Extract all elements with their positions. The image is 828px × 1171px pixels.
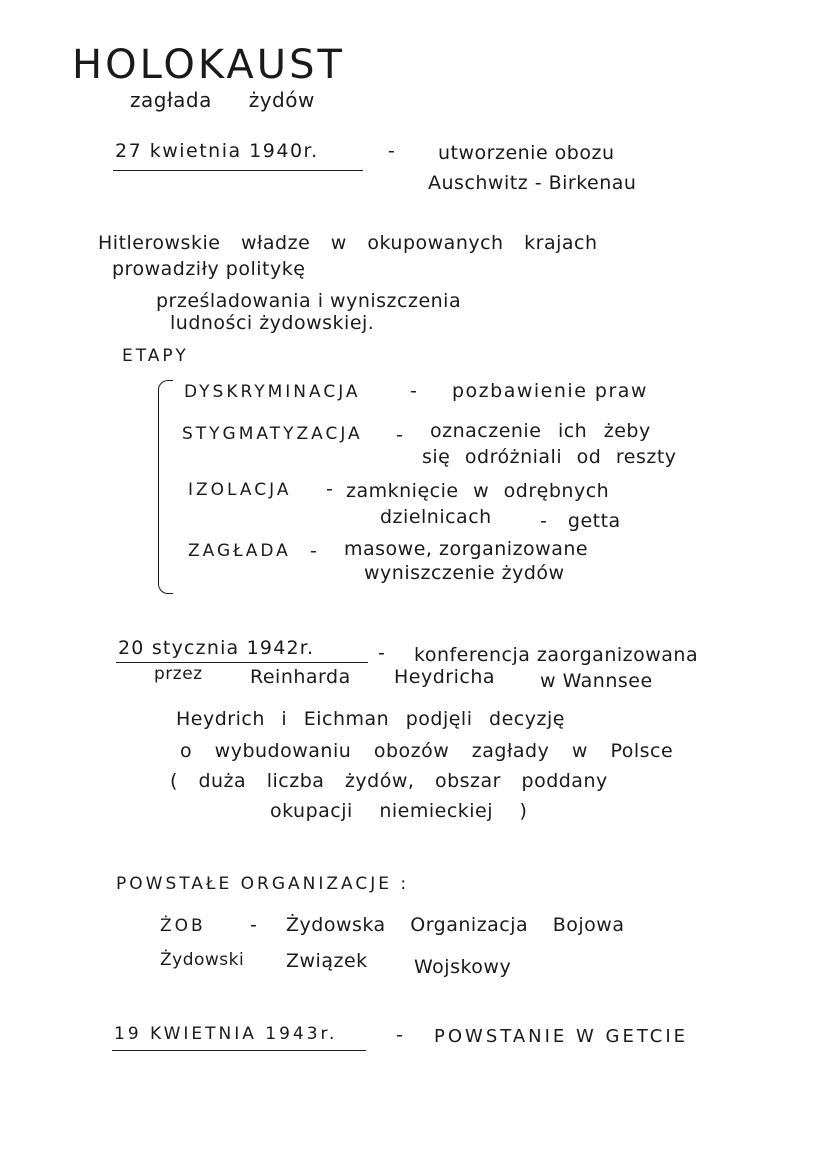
event2-text-place: w Wannsee	[540, 670, 653, 692]
event3-date: 19 KWIETNIA 1943r.	[114, 1024, 338, 1044]
event2-text-name: Reinharda	[250, 666, 351, 688]
stage-name: ZAGŁADA	[188, 541, 291, 561]
decision-line4: okupacji niemieckiej )	[270, 800, 528, 822]
event1-dash: -	[388, 140, 396, 162]
policy-line3: prześladowania i wyniszczenia	[156, 290, 462, 312]
decision-line2: o wybudowaniu obozów zagłady w Polsce	[180, 740, 674, 762]
zob-dash: -	[250, 914, 258, 936]
event3-dash: -	[396, 1024, 404, 1046]
stage-name: STYGMATYZACJA	[182, 424, 363, 444]
policy-line4: ludności żydowskiej.	[170, 312, 375, 334]
event2-text-line1: konferencja zaorganizowana	[414, 644, 699, 666]
policy-line1: Hitlerowskie władze w okupowanych krajach	[98, 232, 598, 254]
stages-bracket	[158, 380, 173, 594]
event3-text: POWSTANIE W GETCIE	[434, 1026, 689, 1047]
stage-description: masowe, zorganizowane	[344, 538, 589, 560]
event3-date-underline	[112, 1050, 366, 1051]
stage-description-cont: - getta	[540, 510, 621, 532]
zob-full-name: Żydowska Organizacja Bojowa	[286, 914, 625, 936]
stage-description-cont: wyniszczenie żydów	[364, 562, 565, 584]
decision-line3: ( duża liczba żydów, obszar poddany	[170, 770, 608, 792]
zob-abbreviation: ŻOB	[160, 916, 206, 936]
event1-date-underline	[113, 170, 363, 171]
stage-dash: -	[310, 540, 318, 562]
event2-dash: -	[378, 642, 386, 664]
event2-text-surname: Heydricha	[394, 666, 496, 688]
stage-description: oznaczenie ich żeby	[430, 420, 651, 442]
stage-description-cont: się odróżniali od reszty	[422, 446, 677, 468]
stage-description: pozbawienie praw	[452, 380, 648, 402]
organizations-heading: POWSTAŁE ORGANIZACJE :	[116, 874, 410, 894]
policy-line2: prowadziły politykę	[112, 258, 306, 280]
zzw-word1: Żydowski	[160, 950, 245, 970]
stages-heading: ETAPY	[122, 346, 189, 366]
page-title: HOLOKAUST	[72, 42, 345, 88]
stage-name: IZOLACJA	[188, 480, 292, 500]
stage-dash: -	[410, 380, 418, 402]
zzw-word3: Wojskowy	[414, 956, 512, 978]
event1-date: 27 kwietnia 1940r.	[115, 140, 319, 162]
page-subtitle: zagłada żydów	[130, 88, 315, 112]
event1-text-line1: utworzenie obozu	[438, 142, 615, 164]
stage-name: DYSKRYMINACJA	[184, 382, 361, 402]
stage-dash: -	[396, 424, 404, 446]
event2-text-by: przez	[154, 664, 203, 684]
event1-text-line2: Auschwitz - Birkenau	[428, 172, 637, 194]
decision-line1: Heydrich i Eichman podjęli decyzję	[176, 708, 565, 730]
stage-description: zamknięcie w odrębnych	[346, 480, 610, 502]
event2-date: 20 stycznia 1942r.	[118, 637, 315, 659]
stage-dash: -	[326, 478, 334, 500]
event2-date-underline	[116, 662, 368, 663]
zzw-word2: Związek	[286, 950, 368, 972]
stage-description-cont: dzielnicach	[380, 506, 492, 528]
